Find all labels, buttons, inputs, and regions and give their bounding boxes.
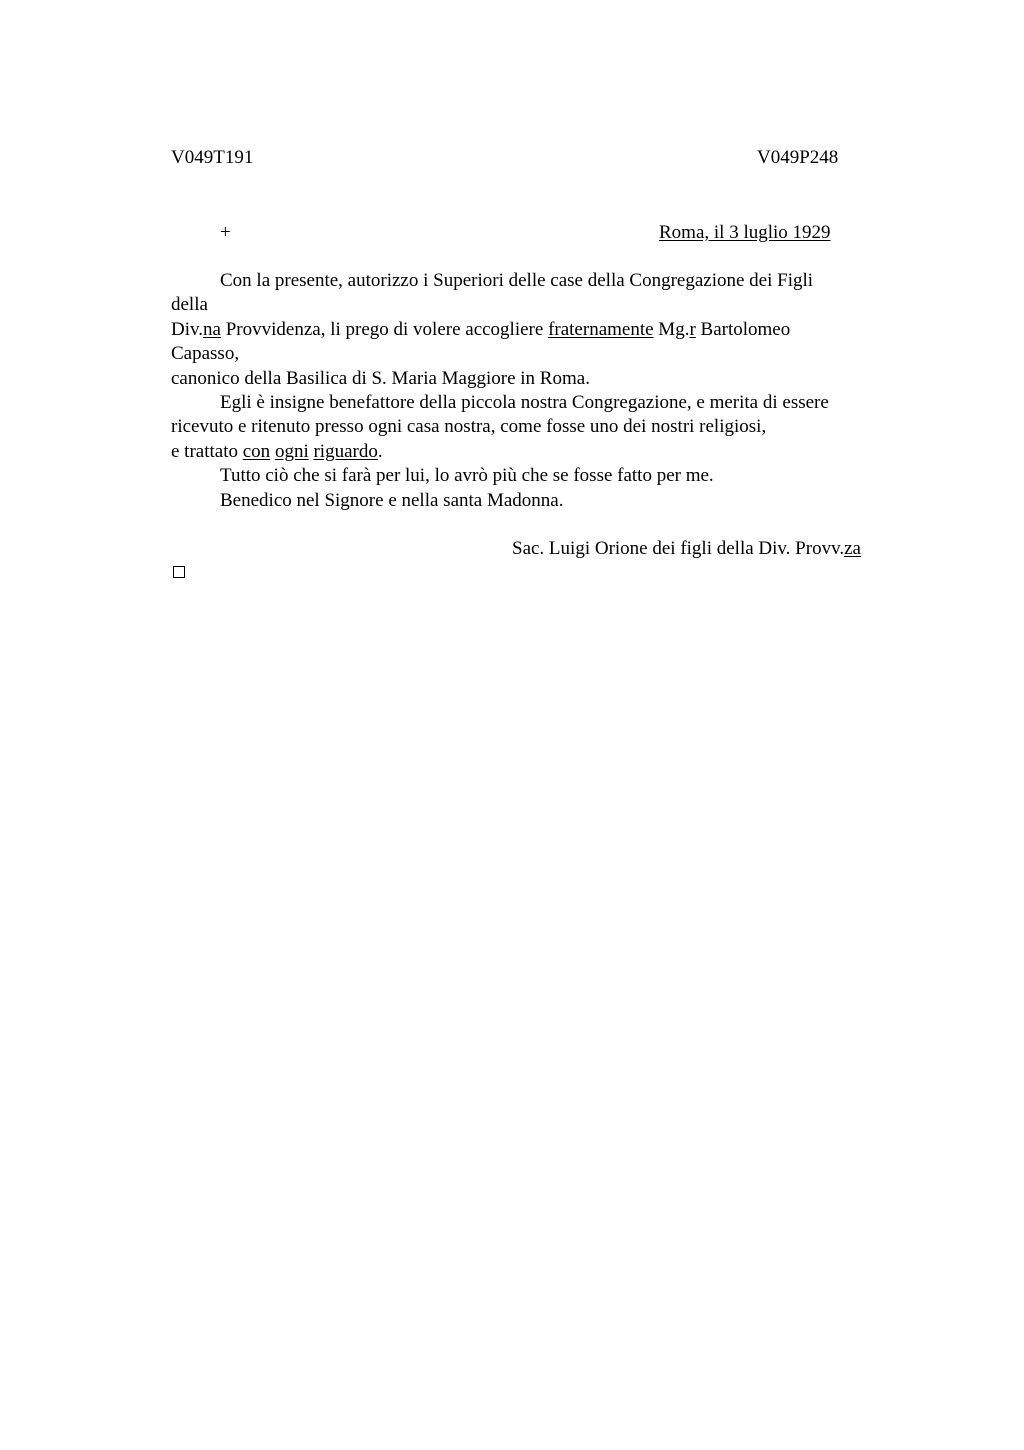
paragraph-2-line-2: ricevuto e ritenuto presso ogni casa nostra, come fosse uno dei nostri religiosi, [171,416,767,437]
text-segment: e trattato [171,441,243,462]
letter-date: Roma, il 3 luglio 1929 [659,222,831,243]
document-code-left: V049T191 [171,147,254,168]
paragraph-1-line-4: Capasso, [171,343,240,364]
text-segment: Mg. [653,319,690,340]
paragraph-4: Benedico nel Signore e nella santa Madonna. [220,490,564,511]
text-segment: Bartolomeo [695,319,791,340]
text-segment: . [377,441,383,462]
signature [512,537,861,561]
document-code-right: V049P248 [757,147,839,168]
text-segment: Div. [171,319,204,340]
text-segment: Provvidenza, li prego di volere accogliere [220,319,549,340]
paragraph-1-line-2: della [171,294,208,315]
signature-text: Sac. Luigi Orione dei figli della Div. Provv. [512,538,845,559]
paragraph-2-line-3 [171,440,383,464]
paragraph-3: Tutto ciò che si farà per lui, lo avrò più che se fosse fatto per me. [220,465,714,486]
underlined-abbrev: za [844,538,861,559]
paragraph-1-line-3 [171,318,790,342]
underlined-word: con [242,441,271,462]
paragraph-1-line-5: canonico della Basilica di S. Maria Maggiore in Roma. [171,368,590,389]
paragraph-1-line-1: Con la presente, autorizzo i Superiori delle case della Congregazione dei Figli [220,270,814,291]
cross-symbol: + [220,222,231,243]
underlined-word: riguardo [313,441,378,462]
paragraph-2-line-1: Egli è insigne benefattore della piccola nostra Congregazione, e merita di essere [220,392,829,413]
end-of-document-square-icon [173,566,185,578]
underlined-word: fraternamente [548,319,654,340]
underlined-word: ogni [274,441,309,462]
underlined-abbrev: r [689,319,696,340]
underlined-abbrev: na [203,319,221,340]
